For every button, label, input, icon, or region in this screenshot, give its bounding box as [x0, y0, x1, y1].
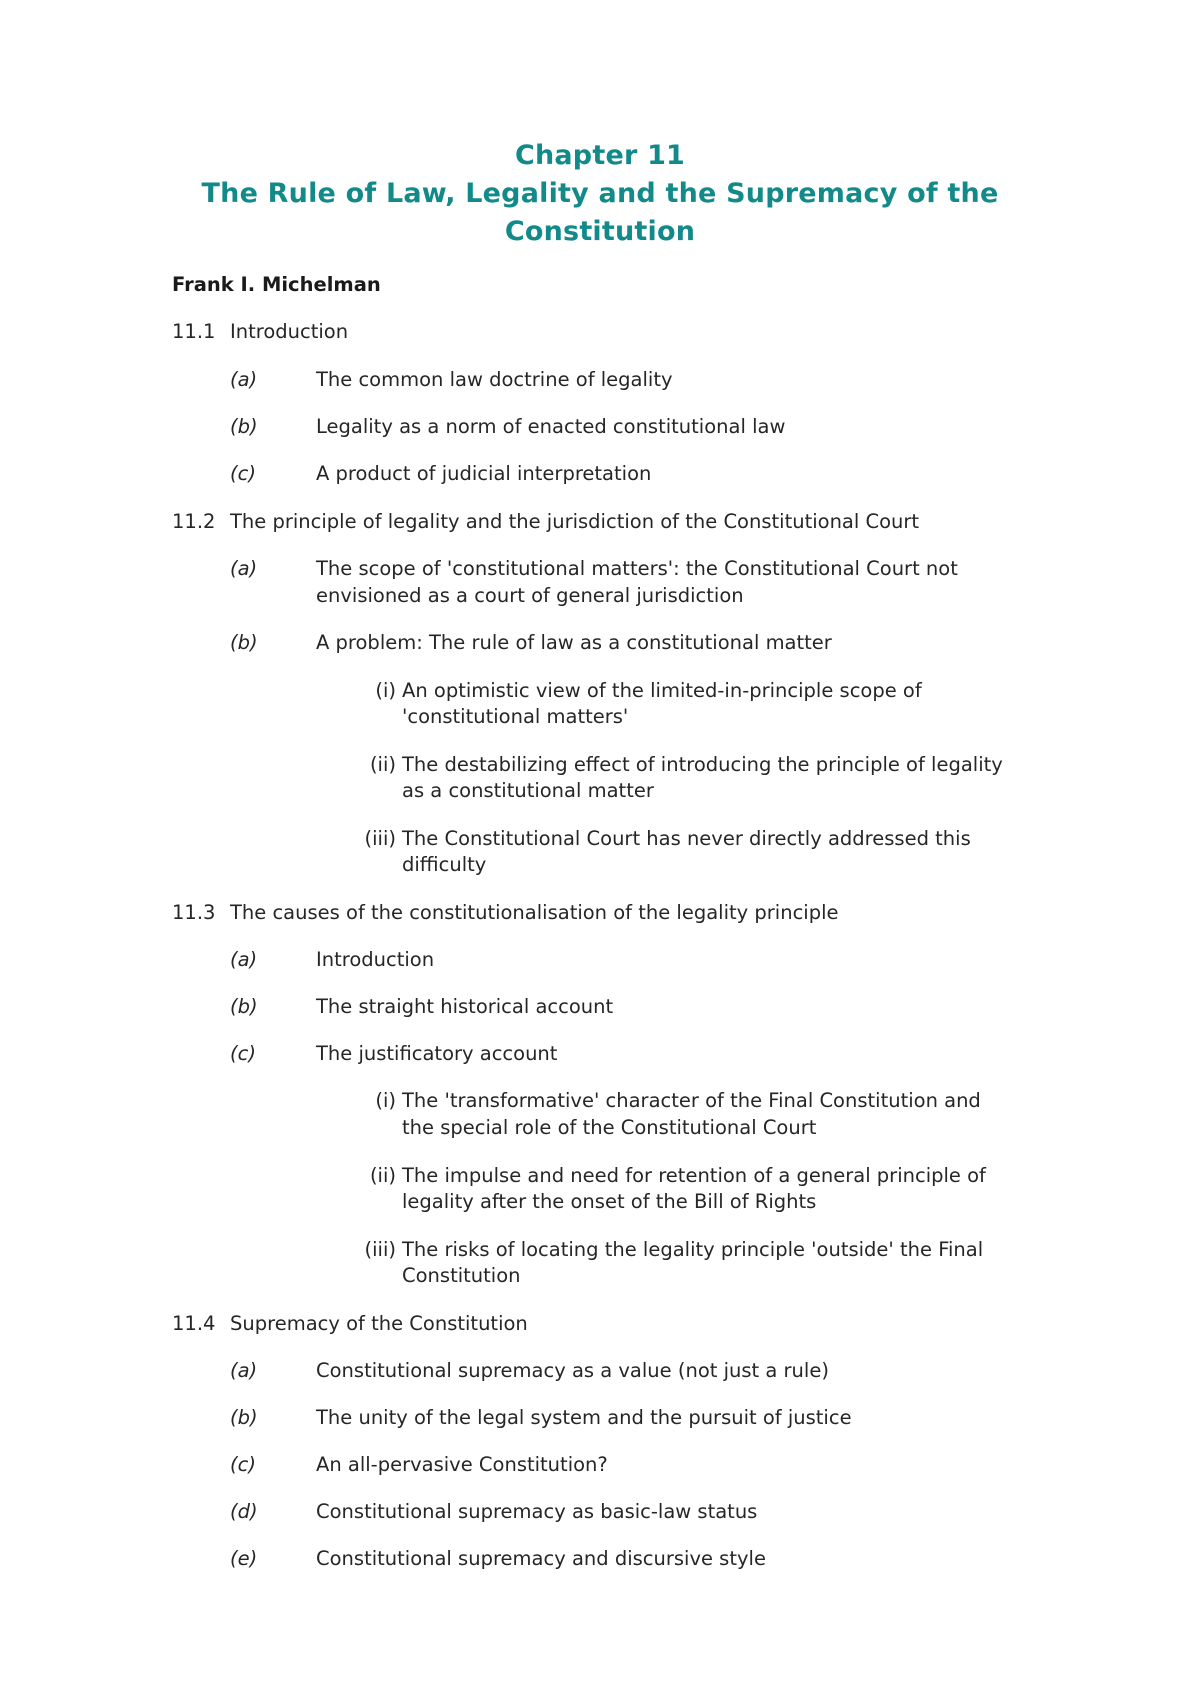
- item-letter: (a): [230, 557, 258, 580]
- section-number: 11.3: [172, 901, 216, 924]
- subitem-title: The 'transformative' character of the Final Constitution and: [402, 1089, 981, 1112]
- subitem-title: Constitution: [402, 1264, 521, 1287]
- item-title: The scope of 'constitutional matters': the Constitutional Court not: [316, 557, 958, 580]
- item-letter: (d): [230, 1500, 258, 1523]
- item-title: The justificatory account: [316, 1042, 558, 1065]
- item-letter: (b): [230, 995, 258, 1018]
- item-title: Constitutional supremacy and discursive style: [316, 1547, 766, 1570]
- subitem-title: legality after the onset of the Bill of Rights: [402, 1190, 817, 1213]
- item-title: envisioned as a court of general jurisdiction: [316, 584, 744, 607]
- item-title: The unity of the legal system and the pursuit of justice: [316, 1406, 852, 1429]
- item-letter: (a): [230, 1359, 258, 1382]
- item-title: Constitutional supremacy as a value (not just a rule): [316, 1359, 829, 1382]
- item-title: Legality as a norm of enacted constitutional law: [316, 415, 786, 438]
- chapter-title-line-2: Constitution: [504, 216, 696, 247]
- subitem-numeral: (i): [375, 1089, 396, 1112]
- subitem-title: The impulse and need for retention of a general principle of: [402, 1164, 986, 1187]
- section-title: Supremacy of the Constitution: [230, 1312, 528, 1335]
- item-letter: (b): [230, 1406, 258, 1429]
- subitem-numeral: (iii): [364, 827, 396, 850]
- subitem-title: the special role of the Constitutional Court: [402, 1116, 817, 1139]
- item-letter: (a): [230, 948, 258, 971]
- item-letter: (c): [230, 462, 256, 485]
- section-title: The causes of the constitutionalisation of the legality principle: [230, 901, 839, 924]
- item-title: The common law doctrine of legality: [316, 368, 673, 391]
- author-name: Frank I. Michelman: [172, 273, 381, 296]
- item-letter: (b): [230, 631, 258, 654]
- item-letter: (c): [230, 1453, 256, 1476]
- subitem-numeral: (ii): [369, 1164, 396, 1187]
- subitem-numeral: (iii): [364, 1238, 396, 1261]
- section-title: The principle of legality and the jurisdiction of the Constitutional Court: [230, 510, 920, 533]
- subitem-numeral: (ii): [369, 753, 396, 776]
- section-number: 11.1: [172, 320, 216, 343]
- section-title: Introduction: [230, 320, 349, 343]
- subitem-title: An optimistic view of the limited-in-principle scope of: [402, 679, 922, 702]
- item-title: An all-pervasive Constitution?: [316, 1453, 608, 1476]
- item-letter: (a): [230, 368, 258, 391]
- subitem-title: difficulty: [402, 853, 487, 876]
- item-title: A problem: The rule of law as a constitutional matter: [316, 631, 832, 654]
- item-letter: (c): [230, 1042, 256, 1065]
- item-title: A product of judicial interpretation: [316, 462, 652, 485]
- chapter-number: Chapter 11: [514, 140, 686, 171]
- subitem-title: as a constitutional matter: [402, 779, 654, 802]
- item-title: The straight historical account: [316, 995, 614, 1018]
- subitem-title: The destabilizing effect of introducing the principle of legality: [402, 753, 1003, 776]
- item-title: Introduction: [316, 948, 435, 971]
- item-letter: (b): [230, 415, 258, 438]
- item-title: Constitutional supremacy as basic-law status: [316, 1500, 758, 1523]
- item-letter: (e): [230, 1547, 258, 1570]
- subitem-title: The risks of locating the legality principle 'outside' the Final: [402, 1238, 984, 1261]
- chapter-title-line-1: The Rule of Law, Legality and the Supremacy of the: [201, 178, 999, 209]
- section-number: 11.2: [172, 510, 216, 533]
- subitem-title: 'constitutional matters': [402, 705, 629, 728]
- subitem-numeral: (i): [375, 679, 396, 702]
- subitem-title: The Constitutional Court has never directly addressed this: [402, 827, 971, 850]
- section-number: 11.4: [172, 1312, 216, 1335]
